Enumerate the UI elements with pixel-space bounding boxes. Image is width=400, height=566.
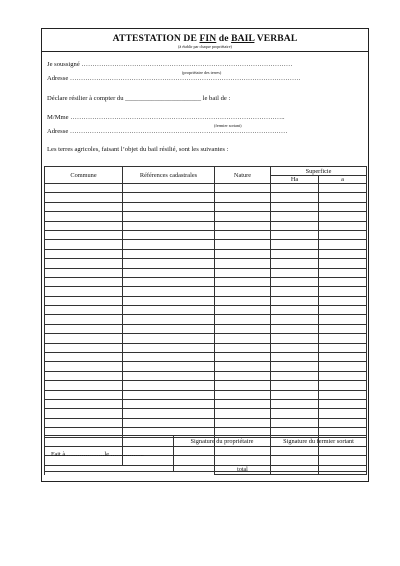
table-cell[interactable] — [215, 277, 271, 286]
table-cell[interactable] — [123, 306, 215, 315]
table-cell[interactable] — [319, 259, 367, 268]
table-row — [45, 277, 367, 286]
table-row — [45, 221, 367, 230]
table-cell[interactable] — [271, 268, 319, 277]
table-cell[interactable] — [45, 259, 123, 268]
table-cell[interactable] — [319, 399, 367, 408]
col-superficie: Superficie — [271, 167, 367, 176]
table-cell[interactable] — [45, 221, 123, 230]
table-cell[interactable] — [271, 315, 319, 324]
table-row — [45, 390, 367, 399]
table-cell[interactable] — [215, 324, 271, 333]
form-subtitle: (à établir par chaque propriétaire) — [178, 44, 232, 49]
table-cell[interactable] — [271, 353, 319, 362]
table-cell[interactable] — [215, 334, 271, 343]
table-cell[interactable] — [45, 409, 123, 418]
table-cell[interactable] — [45, 249, 123, 258]
table-cell[interactable] — [45, 296, 123, 305]
table-cell[interactable] — [215, 362, 271, 371]
table-cell[interactable] — [123, 296, 215, 305]
table-row — [45, 202, 367, 211]
table-cell[interactable] — [123, 259, 215, 268]
tenant-signature-box[interactable]: Signature du fermier sortant — [271, 436, 367, 472]
table-cell[interactable] — [45, 184, 123, 193]
table-cell[interactable] — [215, 409, 271, 418]
table-cell[interactable] — [215, 202, 271, 211]
table-row — [45, 399, 367, 408]
table-cell[interactable] — [123, 277, 215, 286]
table-cell[interactable] — [123, 362, 215, 371]
table-row — [45, 418, 367, 427]
table-cell[interactable] — [45, 315, 123, 324]
table-cell[interactable] — [215, 296, 271, 305]
divider — [42, 51, 368, 52]
table-cell[interactable] — [215, 212, 271, 221]
table-cell[interactable] — [45, 390, 123, 399]
table-cell[interactable] — [319, 418, 367, 427]
table-cell[interactable] — [45, 268, 123, 277]
table-cell[interactable] — [319, 343, 367, 352]
table-row — [45, 268, 367, 277]
table-cell[interactable] — [45, 324, 123, 333]
table-cell[interactable] — [45, 334, 123, 343]
table-cell[interactable] — [215, 315, 271, 324]
table-row — [45, 193, 367, 202]
table-cell[interactable] — [215, 193, 271, 202]
owner-signature-box[interactable]: Signature du propriétaire — [174, 436, 271, 472]
table-cell[interactable] — [215, 371, 271, 380]
title-part: ATTESTATION DE — [112, 33, 200, 44]
table-cell[interactable] — [319, 221, 367, 230]
table-cell[interactable] — [123, 268, 215, 277]
table-row — [45, 296, 367, 305]
table-cell[interactable] — [215, 418, 271, 427]
table-cell[interactable] — [271, 362, 319, 371]
table-cell[interactable] — [45, 193, 123, 202]
table-cell[interactable] — [215, 381, 271, 390]
table-cell[interactable] — [45, 418, 123, 427]
table-cell[interactable] — [123, 212, 215, 221]
table-row — [45, 353, 367, 362]
table-cell[interactable] — [123, 390, 215, 399]
table-row — [45, 371, 367, 380]
table-cell[interactable] — [319, 268, 367, 277]
table-cell[interactable] — [123, 221, 215, 230]
table-cell[interactable] — [215, 268, 271, 277]
table-cell[interactable] — [123, 418, 215, 427]
table-cell[interactable] — [271, 334, 319, 343]
table-row — [45, 324, 367, 333]
table-cell[interactable] — [123, 315, 215, 324]
lands-table — [44, 166, 367, 475]
table-cell[interactable] — [123, 287, 215, 296]
col-commune: Commune — [45, 167, 123, 184]
soussigne-field[interactable]: Je soussigné …………………………………………………………………………………… — [47, 61, 293, 68]
table-cell[interactable] — [271, 409, 319, 418]
table-cell[interactable] — [45, 202, 123, 211]
table-cell[interactable] — [215, 184, 271, 193]
table-cell[interactable] — [319, 230, 367, 239]
table-row — [45, 249, 367, 258]
table-row — [45, 230, 367, 239]
table-cell[interactable] — [319, 381, 367, 390]
table-row — [45, 334, 367, 343]
table-cell[interactable] — [45, 371, 123, 380]
soussigne-note: (propriétaire des terres) — [182, 70, 222, 75]
table-cell[interactable] — [123, 184, 215, 193]
table-cell[interactable] — [319, 334, 367, 343]
table-cell[interactable] — [45, 287, 123, 296]
table-row — [45, 306, 367, 315]
form-title — [42, 33, 368, 44]
resiliation-field[interactable]: Déclare résilier à compter du _______________________ le bail de : — [47, 95, 231, 102]
table-cell[interactable] — [123, 193, 215, 202]
col-ha: Ha — [271, 176, 319, 184]
table-cell[interactable] — [45, 277, 123, 286]
tenant-address-field[interactable]: Adresse ……………………………………………………………………………………… — [47, 128, 288, 135]
table-cell[interactable] — [319, 409, 367, 418]
table-cell[interactable] — [123, 202, 215, 211]
tenant-note: (fermier sortant) — [214, 123, 242, 128]
table-cell[interactable] — [271, 184, 319, 193]
table-row — [45, 362, 367, 371]
table-cell[interactable] — [319, 277, 367, 286]
attestation-form — [41, 28, 369, 482]
table-cell[interactable] — [271, 277, 319, 286]
table-cell[interactable] — [319, 249, 367, 258]
table-cell[interactable] — [215, 306, 271, 315]
table-cell[interactable] — [123, 240, 215, 249]
table-cell[interactable] — [215, 240, 271, 249]
table-cell[interactable] — [215, 343, 271, 352]
table-cell[interactable] — [45, 353, 123, 362]
table-cell[interactable] — [319, 306, 367, 315]
title-part: VERBAL — [254, 33, 298, 44]
signature-block — [44, 435, 367, 472]
table-cell[interactable] — [215, 230, 271, 239]
table-row — [45, 409, 367, 418]
table-cell[interactable] — [319, 371, 367, 380]
table-cell[interactable] — [215, 399, 271, 408]
table-cell[interactable] — [319, 202, 367, 211]
table-cell[interactable] — [271, 371, 319, 380]
table-cell[interactable] — [123, 381, 215, 390]
col-references: Références cadastrales — [123, 167, 215, 184]
table-cell[interactable] — [271, 399, 319, 408]
table-cell[interactable] — [123, 343, 215, 352]
table-cell[interactable] — [271, 240, 319, 249]
table-cell[interactable] — [123, 399, 215, 408]
table-cell[interactable] — [271, 230, 319, 239]
table-cell[interactable] — [319, 296, 367, 305]
table-cell[interactable] — [271, 296, 319, 305]
table-cell[interactable] — [271, 212, 319, 221]
fait-a-field[interactable]: Fait à ………………le ……………. — [45, 436, 174, 472]
table-cell[interactable] — [123, 230, 215, 239]
table-row — [45, 287, 367, 296]
table-cell[interactable] — [271, 390, 319, 399]
table-cell[interactable] — [215, 353, 271, 362]
title-bail: BAIL — [231, 33, 255, 44]
col-a: a — [319, 176, 367, 184]
lands-intro: Les terres agricoles, faisant l’objet du bail résilié, sont les suivantes : — [47, 146, 229, 153]
title-part: de — [216, 33, 232, 44]
table-cell[interactable] — [271, 221, 319, 230]
table-cell[interactable] — [123, 371, 215, 380]
table-cell[interactable] — [215, 390, 271, 399]
table-cell[interactable] — [123, 324, 215, 333]
tenant-name-field[interactable]: M/Mme …………………………………………………………………………………….. — [47, 114, 285, 121]
table-cell[interactable] — [271, 202, 319, 211]
table-row — [45, 184, 367, 193]
table-cell[interactable] — [123, 353, 215, 362]
table-cell[interactable] — [271, 418, 319, 427]
total-label: total — [215, 465, 271, 474]
table-cell[interactable] — [215, 287, 271, 296]
table-row — [45, 240, 367, 249]
table-cell[interactable] — [123, 334, 215, 343]
table-cell[interactable] — [271, 287, 319, 296]
table-row — [45, 212, 367, 221]
table-cell[interactable] — [319, 212, 367, 221]
table-row — [45, 259, 367, 268]
table-row — [45, 315, 367, 324]
table-cell[interactable] — [215, 249, 271, 258]
table-cell[interactable] — [319, 193, 367, 202]
table-cell[interactable] — [319, 287, 367, 296]
table-cell[interactable] — [45, 362, 123, 371]
table-cell[interactable] — [123, 249, 215, 258]
table-cell[interactable] — [319, 353, 367, 362]
table-cell[interactable] — [45, 230, 123, 239]
table-cell[interactable] — [319, 390, 367, 399]
table-cell[interactable] — [45, 399, 123, 408]
table-cell[interactable] — [319, 324, 367, 333]
table-row — [45, 381, 367, 390]
table-cell[interactable] — [123, 409, 215, 418]
table-cell[interactable] — [45, 306, 123, 315]
table-cell[interactable] — [215, 221, 271, 230]
table-cell[interactable] — [319, 315, 367, 324]
table-cell[interactable] — [45, 212, 123, 221]
table-cell[interactable] — [45, 381, 123, 390]
table-cell[interactable] — [271, 324, 319, 333]
owner-address-field[interactable]: Adresse …………………………………………………………………………………………… — [47, 75, 301, 82]
table-cell[interactable] — [45, 343, 123, 352]
col-nature: Nature — [215, 167, 271, 184]
table-cell[interactable] — [271, 193, 319, 202]
table-row — [45, 343, 367, 352]
table-cell[interactable] — [271, 343, 319, 352]
table-cell[interactable] — [271, 249, 319, 258]
table-cell[interactable] — [319, 362, 367, 371]
table-cell[interactable] — [215, 259, 271, 268]
table-cell[interactable] — [271, 381, 319, 390]
title-fin: FIN — [199, 33, 217, 44]
table-cell[interactable] — [271, 259, 319, 268]
table-cell[interactable] — [319, 240, 367, 249]
table-cell[interactable] — [319, 184, 367, 193]
table-cell[interactable] — [271, 306, 319, 315]
table-cell[interactable] — [45, 240, 123, 249]
